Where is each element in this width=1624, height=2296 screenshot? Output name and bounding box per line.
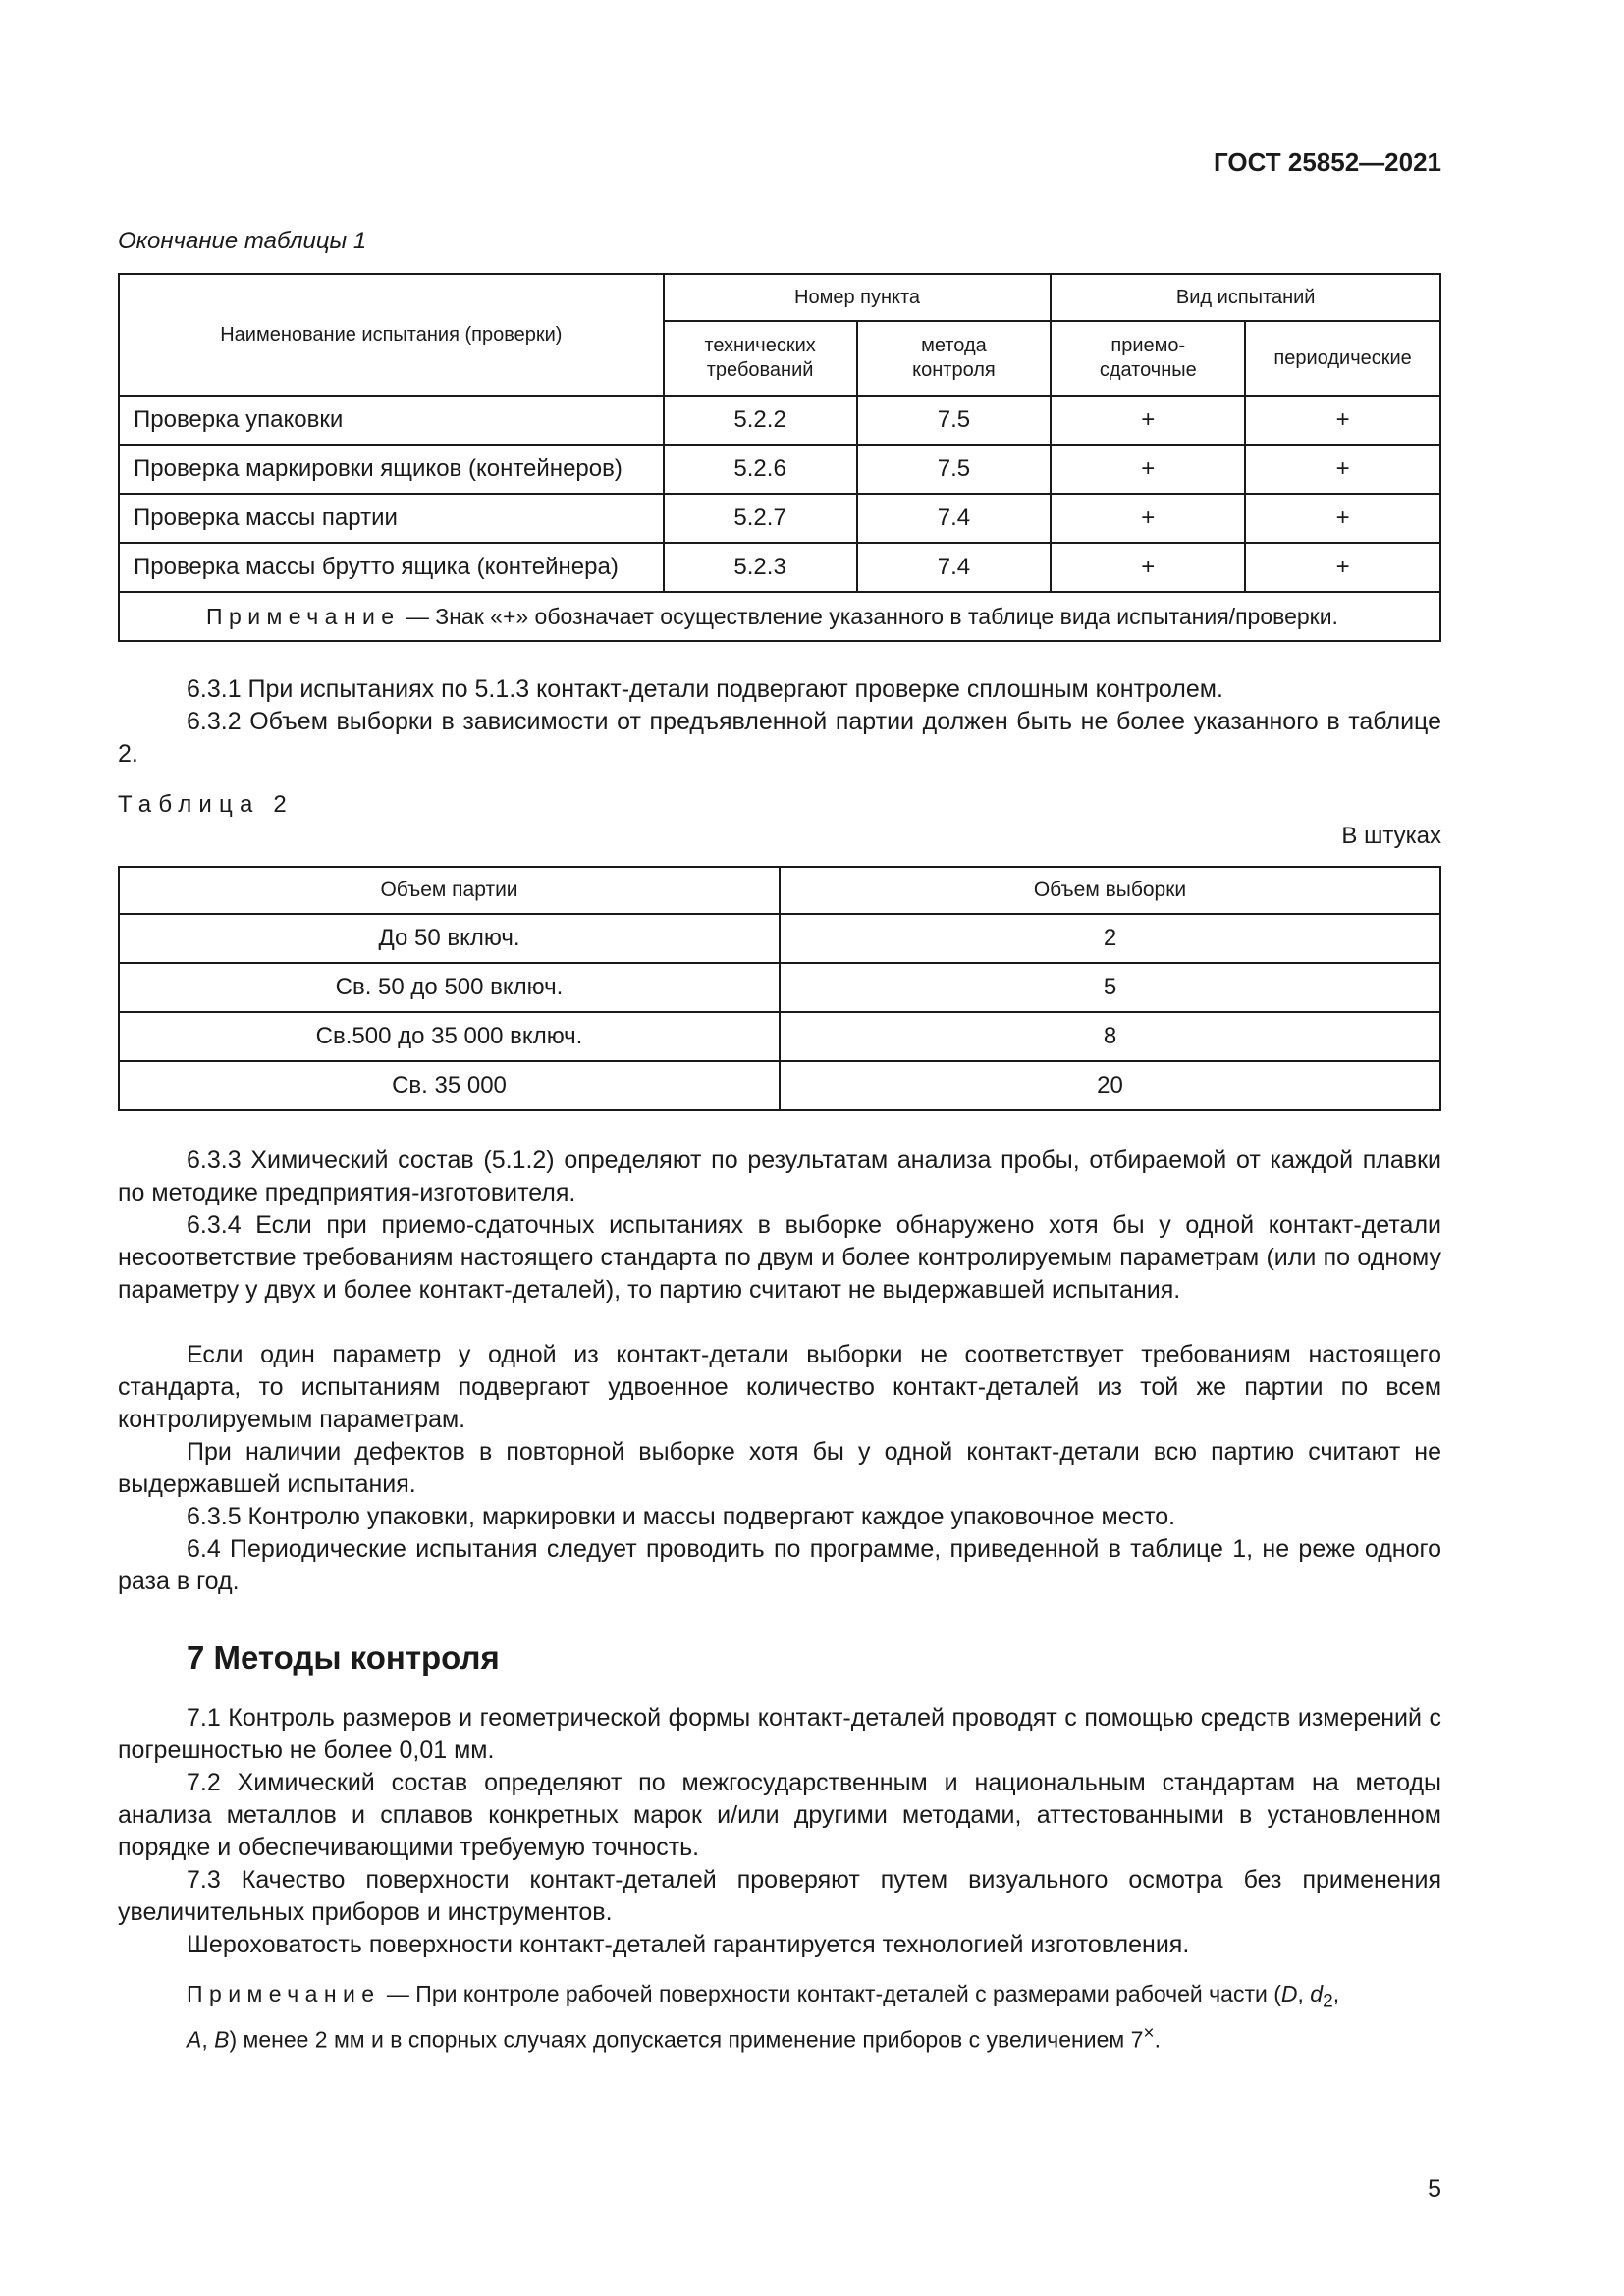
- col-header-kind: Вид испытаний: [1051, 274, 1440, 321]
- col-header-lot: Объем партии: [119, 867, 780, 914]
- col-header-method: метода контроля: [857, 321, 1052, 396]
- table1-caption: Окончание таблицы 1: [118, 228, 367, 254]
- paragraph-7-3: 7.3 Качество поверхности контакт-деталей проверяют путем визуального осмотра без применения увеличительных приборов и инструментов.: [118, 1866, 1441, 1926]
- standard-code: ГОСТ 25852—2021: [1214, 147, 1441, 177]
- table-row: Проверка массы партии 5.2.7 7.4 + +: [119, 494, 1440, 543]
- table-row: Св.500 до 35 000 включ. 8: [119, 1012, 1440, 1061]
- col-header-tech: технических требований: [664, 321, 857, 396]
- paragraph-6-3-4: 6.3.4 Если при приемо-сдаточных испытаниях в выборке обнаружено хотя бы у одной контакт-детали несоответствие требованиям настоящего стандарта по двум и более контролируемым параметрам (или по одному параметру у двух и более контакт-деталей), то партию считают не выдержавшей испытания.: [118, 1211, 1441, 1304]
- table-row: Св. 50 до 500 включ. 5: [119, 963, 1440, 1012]
- paragraph-6-3-2: 6.3.2 Объем выборки в зависимости от предъявленной партии должен быть не более указанного в таблице 2.: [118, 708, 1441, 768]
- table-2: [118, 866, 1441, 1111]
- table2-units: В штуках: [1341, 823, 1441, 849]
- paragraph-7-3-b: Шероховатость поверхности контакт-деталей гарантируется технологией изготовления.: [187, 1931, 1190, 1958]
- table-row: До 50 включ. 2: [119, 914, 1440, 963]
- table-row: Проверка упаковки 5.2.2 7.5 + +: [119, 396, 1440, 445]
- paragraph-6-3-3: 6.3.3 Химический состав (5.1.2) определяют по результатам анализа пробы, отбираемой от каждой плавки по методике предприятия-изготовителя.: [118, 1147, 1441, 1206]
- col-header-accept: приемо-сдаточные: [1051, 321, 1245, 396]
- table-note-row: [119, 592, 1440, 641]
- table-row: Проверка маркировки ящиков (контейнеров) 5.2.6 7.5 + +: [119, 445, 1440, 494]
- paragraph-7-1: 7.1 Контроль размеров и геометрической формы контакт-деталей проводят с помощью средств измерений с погрешностью не более 0,01 мм.: [118, 1704, 1441, 1764]
- note-label: Примечание: [206, 603, 401, 629]
- paragraph-6-3-5: 6.3.5 Контролю упаковки, маркировки и массы подвергают каждое упаковочное место.: [187, 1503, 1176, 1530]
- paragraph-7-2: 7.2 Химический состав определяют по межгосударственным и национальным стандартам на методы анализа металлов и сплавов конкретных марок и/или другими методами, аттестованными в установленном порядке и обеспечивающими требуемую точность.: [118, 1769, 1441, 1861]
- table2-title: Таблица 2: [118, 791, 294, 818]
- paragraph-6-3-4-b: Если один параметр у одной из контакт-детали выборки не соответствует требованиям настоящего стандарта, то испытаниям подвергают удвоенное количество контакт-деталей из той же партии по всем контролируемым параметрам.: [118, 1341, 1441, 1433]
- note-label: Примечание: [187, 1981, 381, 2006]
- document-page: [118, 0, 1441, 2296]
- table-row: Св. 35 000 20: [119, 1061, 1440, 1110]
- section7-note: Примечание — При контроле рабочей поверхности контакт-деталей с размерами рабочей части (D, $d_2$, A, B) менее 2 мм и в спорных случаях допускается применение приборов с увеличением 7×.: [187, 1981, 1340, 2053]
- col-header-clause: Номер пункта: [664, 274, 1052, 321]
- table-row: Проверка массы брутто ящика (контейнера) 5.2.3 7.4 + +: [119, 543, 1440, 592]
- table1-note: [119, 592, 1440, 641]
- col-header-name: Наименование испытания (проверки): [119, 274, 664, 396]
- page-number: 5: [1428, 2175, 1441, 2203]
- section-7-title: 7 Методы контроля: [187, 1639, 500, 1676]
- table-1: [118, 273, 1441, 642]
- paragraph-6-3-1: 6.3.1 При испытаниях по 5.1.3 контакт-детали подвергают проверке сплошным контролем.: [187, 675, 1223, 703]
- note-text: — Знак «+» обозначает осуществление указанного в таблице вида испытания/проверки.: [400, 603, 1338, 629]
- col-header-sample: Объем выборки: [780, 867, 1440, 914]
- paragraph-6-3-4-c: При наличии дефектов в повторной выборке хотя бы у одной контакт-детали всю партию считают не выдержавшей испытания.: [118, 1438, 1441, 1498]
- paragraph-6-4: 6.4 Периодические испытания следует проводить по программе, приведенной в таблице 1, не реже одного раза в год.: [118, 1535, 1441, 1595]
- col-header-periodic: периодические: [1245, 321, 1440, 396]
